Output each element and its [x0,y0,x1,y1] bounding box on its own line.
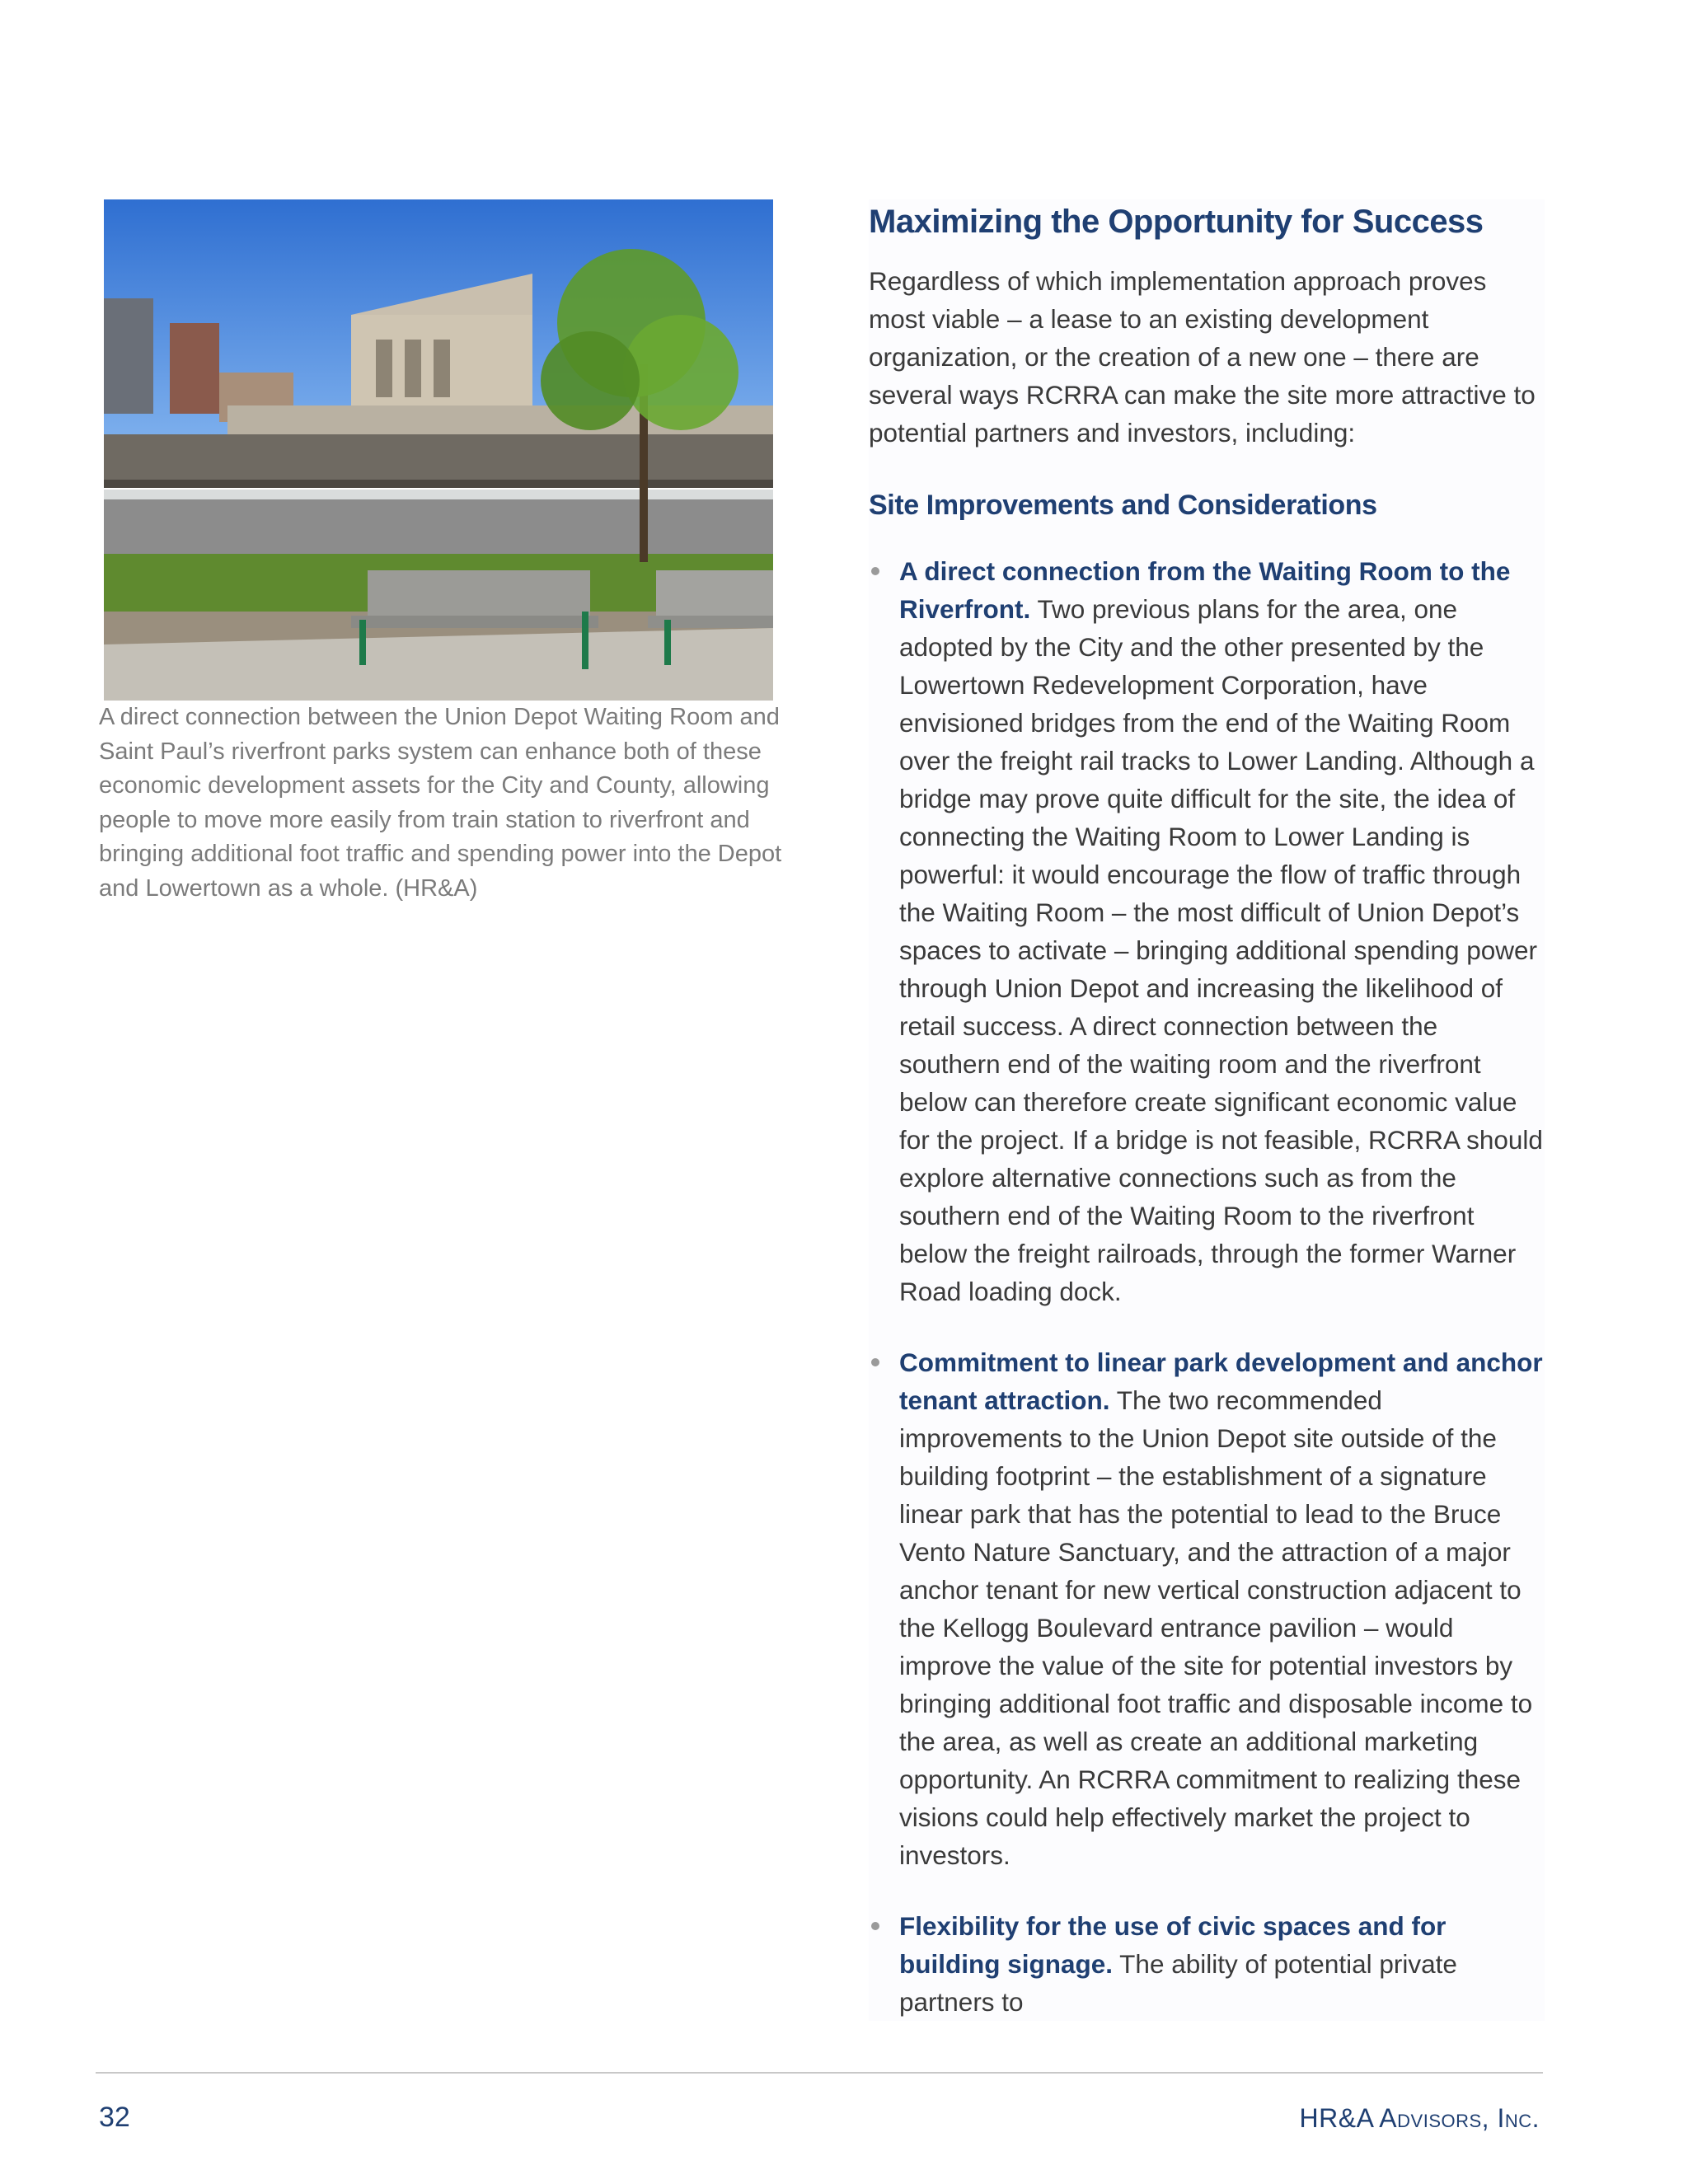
bullet-lead: Commitment to linear park development and anchor tenant attraction. [899,1347,1543,1415]
main-text-column [869,199,1545,2021]
bullet-icon [871,1922,879,1930]
section-heading: Maximizing the Opportunity for Success [869,204,1484,240]
bullet-lead: Flexibility for the use of civic spaces and for building signage. [899,1911,1447,1979]
page-number: 32 [99,2102,130,2133]
bullet-icon [871,567,879,575]
recommendations-list [869,552,1545,2021]
bullet-lead: A direct connection from the Waiting Room to the Riverfront. [899,556,1511,624]
list-item [869,1907,1545,2021]
bullet-text: Two previous plans for the area, one adopted by the City and the other presented by the Lowertown Redevelopment Corporation, have envisioned bridges from the end of the Waiting Room over the freight rail tracks to Lower Landing. Although a bridge may prove quite difficult for the site, the idea of connecting the Waiting Room to Lower Landing is powerful: it would encourage the flow of traffic through the Waiting Room – the most difficult of Union Depot’s spaces to activate – bringing additional spending power through Union Depot and increasing the likelihood of retail success. A direct connection between the southern end of the waiting room and the riverfront below can therefore create significant economic value for the project. If a bridge is not feasible, RCRRA should explore alternative connections such as from the southern end of the Waiting Room to the riverfront below the freight railroads, through the former Warner Road loading dock. [899,594,1543,1306]
footer-divider [96,2072,1543,2074]
firm-name: HR&A Advisors, Inc. [1299,2103,1540,2133]
list-item [869,552,1545,1310]
bullet-text: The two recommended improvements to the Union Depot site outside of the building footprint – the establishment of a signature linear park that has the potential to lead to the Bruce Vento Nature Sanctuary, and the attraction of a major anchor tenant for new vertical construction adjacent to the Kellogg Boulevard entrance pavilion – would improve the value of the site for potential investors by bringing additional foot traffic and disposable income to the area, as well as create an additional marketing opportunity. An RCRRA commitment to realizing these visions could help effectively market the project to investors. [899,1385,1533,1870]
bullet-icon [871,1358,879,1366]
union-depot-photo [104,199,773,701]
photo-caption: A direct connection between the Union Depot Waiting Room and Saint Paul’s riverfront parks system can enhance both of these economic development assets for the City and County, allowing people to move more easily from train station to riverfront and bringing additional foot traffic and spending power into the Depot and Lowertown as a whole. (HR&A) [99,704,782,902]
subsection-heading: Site Improvements and Considerations [869,490,1377,521]
photo-illustration [104,199,773,701]
bullet-text: The ability of potential private partners to [899,1949,1457,2017]
list-item [869,1343,1545,1874]
intro-paragraph: Regardless of which implementation approach proves most viable – a lease to an existing development organization, or the creation of a new one – there are several ways RCRRA can make the site more attractive to potential partners and investors, including: [869,266,1536,448]
